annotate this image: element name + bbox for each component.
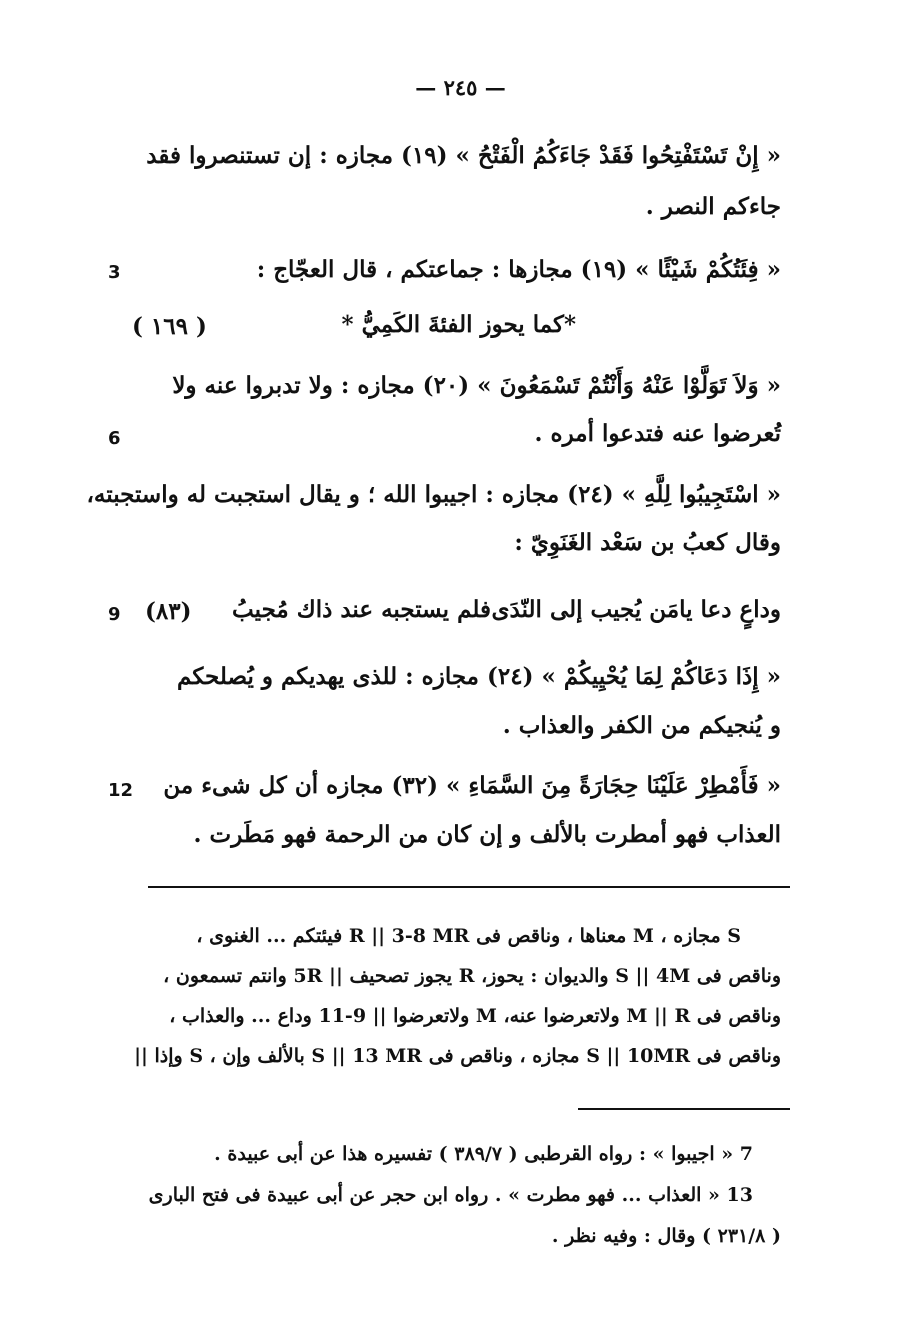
text-line-3: « فِئَتُكُمْ شَيْئًا » (١٩) مجازها : جماعتكم ، قال العجّاج : [256,256,781,283]
page-number: — ٢٤٥ — [415,75,506,100]
footnote-3: ( ٢٣١/٨ ) وقال : وفيه نظر . [551,1225,781,1247]
text-line-6: « اسْتَجِيبُوا لِلَّهِ » (٢٤) مجازه : اجيبوا الله ؛ و يقال استجبت له واستجبته، [86,481,781,508]
poem-reference: (٨٣) [145,598,192,625]
apparatus-line-3: وناقص فى M || R ولاتعرضوا عنه، M ولاتعرضوا || 9-11 وداع ... والعذاب ، [169,1005,781,1027]
text-line-2: جاءكم النصر . [645,193,781,220]
text-line-4: « وَلاَ تَوَلَّوْا عَنْهُ وَأَنْتُمْ تَسْمَعُونَ » (٢٠) مجازه : ولا تدبروا عنه ولا [172,372,781,399]
poem-hemistich-2: فلم يستجبه عند ذاك مُجيبُ [232,596,491,623]
text-line-11: العذاب فهو أمطرت بالألف و إن كان من الرحمة فهو مَطَرت . [193,821,781,848]
text-line-9: و يُنجيكم من الكفر والعذاب . [502,712,781,739]
line-number-6: 6 [108,428,121,449]
text-line-1: « إِنْ تَسْتَفْتِحُوا فَقَدْ جَاءَكُمُ الْفَتْحُ » (١٩) مجازه : إن تستنصروا فقد [146,142,781,169]
line-number-3: 3 [108,262,121,283]
text-line-8: « إِذَا دَعَاكُمْ لِمَا يُحْيِيكُمْ » (٢٤) مجازه : للذى يهديكم و يُصلحكم [177,663,781,690]
text-line-7: وقال كعبُ بن سَعْد الغَنَوِيّ : [514,529,781,556]
line-number-9: 9 [108,604,121,625]
verse-hemistich: *كما يحوز الفئةَ الكَمِيُّ * [341,311,576,338]
verse-reference: ( ١٦٩ ) [132,313,207,340]
apparatus-divider [148,886,790,888]
footnote-divider [578,1108,790,1110]
footnote-2: 13 « العذاب ... فهو مطرت » . رواه ابن حجر عن أبى عبيدة فى فتح البارى [148,1184,753,1206]
apparatus-line-4: وناقص فى S || 10MR مجازه ، وناقص فى S || 13 MR بالألف وإن ، S وإذا || [134,1045,781,1067]
footnote-1: 7 « اجيبوا » : رواه القرطبى ( ٣٨٩/٧ ) تفسيره هذا عن أبى عبيدة . [214,1143,753,1165]
text-line-10: « فَأَمْطِرْ عَلَيْنَا حِجَارَةً مِنَ السَّمَاءِ » (٣٢) مجازه أن كل شىء من [163,772,781,799]
text-line-5: تُعرضوا عنه فتدعوا أمره . [534,420,781,447]
apparatus-line-1: S مجازه ، M معناها ، وناقص فى R || 3-8 MR فيئتكم ... الغنوى ، [196,925,741,947]
line-number-12: 12 [108,780,134,801]
apparatus-line-2: وناقص فى S || 4M والديوان : يحوز، R يجوز تصحيف || 5R وانتم تسمعون ، [163,965,781,987]
poem-hemistich-1: وداعٍ دعا يامَن يُجيب إلى النّدَى [491,596,781,623]
